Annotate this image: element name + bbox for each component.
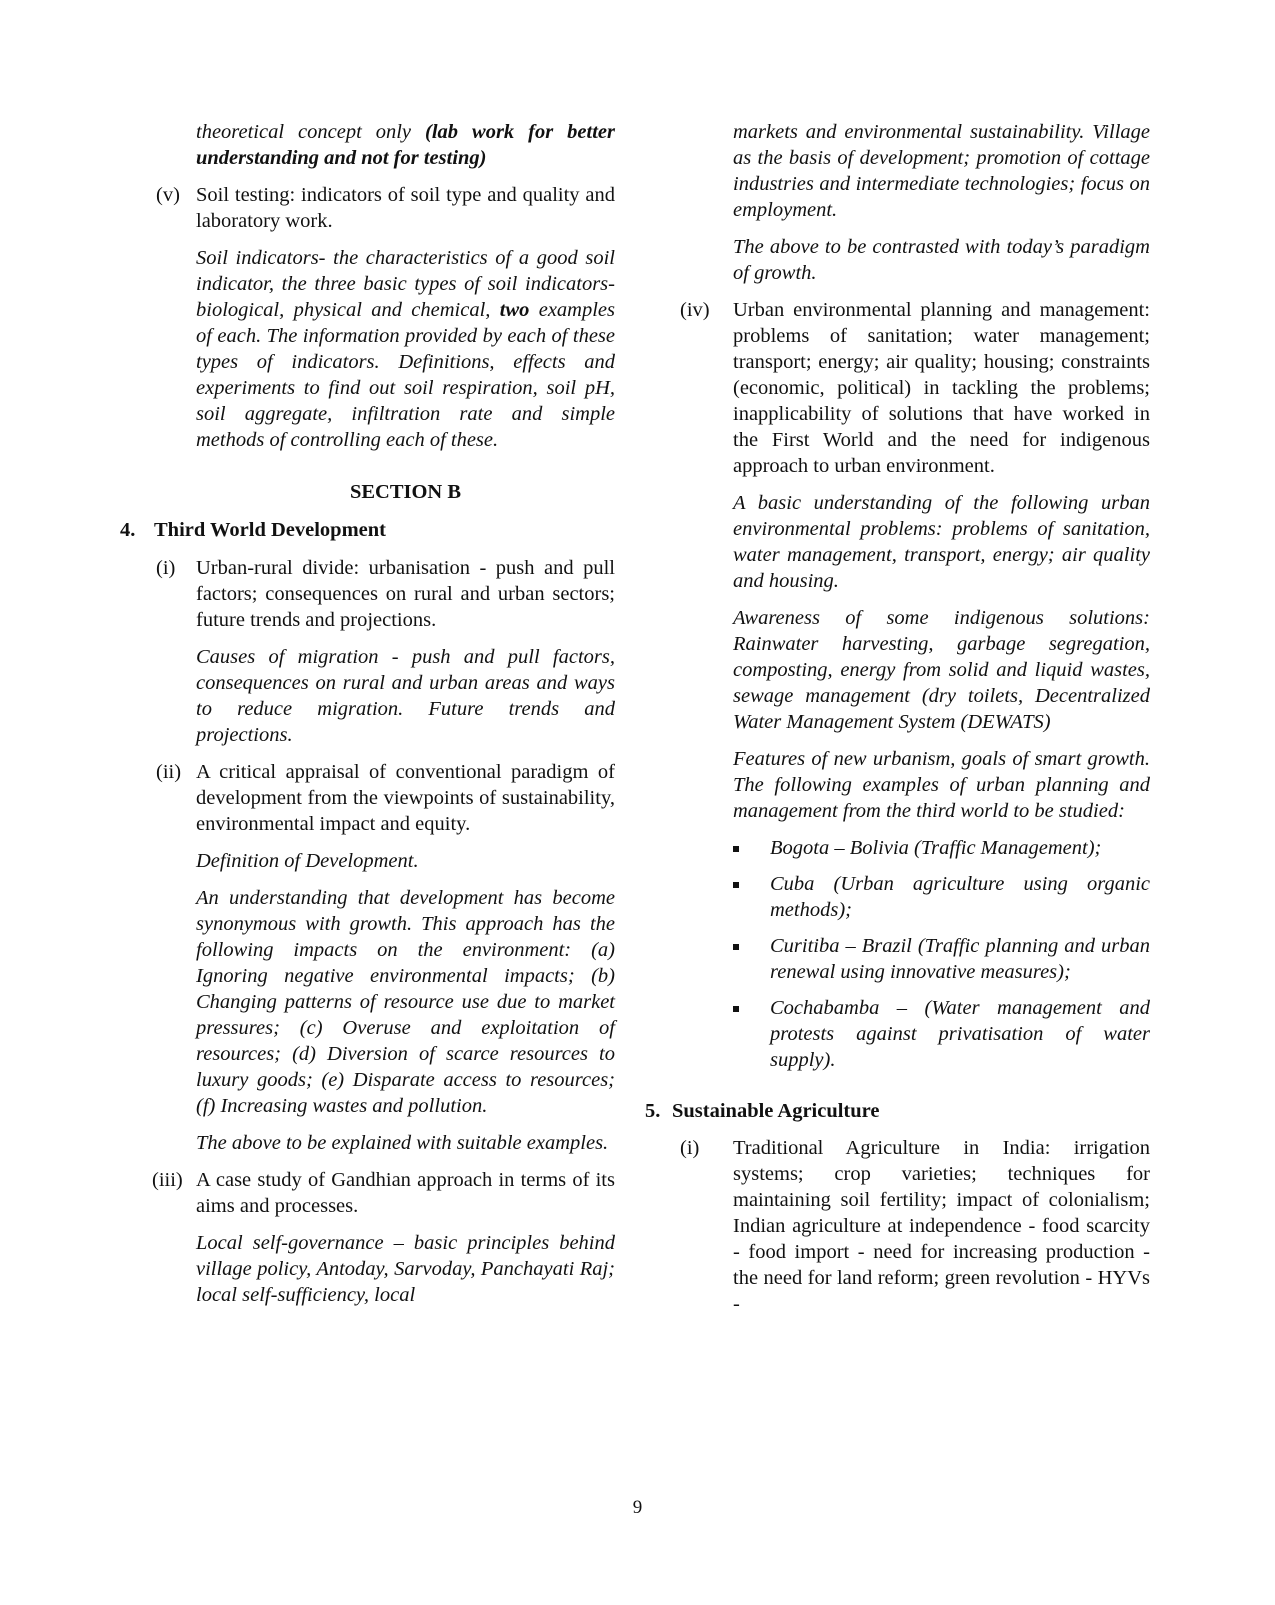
list-item [733,835,1150,861]
soil-text-a: Soil indicators- the characteristics of a good soil indicator, the three basic types of soil indicators- biological, physical and chemical, [196,247,615,321]
topic-4-heading [120,517,615,543]
local-governance-paragraph: Local self-governance – basic principles behind village policy, Antoday, Sarvoday, Panchayati Raj; local self-sufficiency, local [196,1232,615,1306]
topic-number: 5. [645,1100,661,1122]
left-column [120,119,615,1319]
item-number: (iv) [680,299,710,321]
list-item [733,933,1150,985]
list-item-text: Cochabamba – (Water management and protests against privatisation of water supply). [770,997,1150,1071]
topic-number: 4. [120,519,136,541]
bullet-square-icon [733,846,739,852]
soil-text-b: examples of each. The information provided by each of these types of indicators. Definitions, effects and experiments to find out soil respiration, soil pH, soil aggregate, infiltration rate and simple methods of controlling each of these. [196,299,615,451]
bullet-square-icon [733,944,739,950]
item-ii-critical-appraisal [120,759,615,837]
item-iii-gandhian [120,1167,615,1219]
list-item-text: Curitiba – Brazil (Traffic planning and urban renewal using innovative measures); [770,935,1150,983]
item-number: (iii) [152,1169,183,1191]
examples-paragraph: The above to be explained with suitable examples. [196,1132,609,1154]
list-item-text: Cuba (Urban agriculture using organic methods); [770,873,1150,921]
item-text: A critical appraisal of conventional paradigm of development from the viewpoints of sustainability, environmental impact and equity. [196,761,615,835]
markets-paragraph: markets and environmental sustainability. Village as the basis of development; promotion of cottage industries and intermediate technologies; focus on employment. [733,121,1150,221]
item-v-soil-testing [120,182,615,234]
theory-note-italic: theoretical concept only [196,121,426,143]
understanding-paragraph: An understanding that development has become synonymous with growth. This approach has the following impacts on the environment: (a) Ignoring negative environmental impacts; (b) Changing patterns of resource use due to market pressures; (c) Overuse and exploitation of resources; (d) Diversion of scarce resources to luxury goods; (e) Disparate access to resources; (f) Increasing wastes and pollution. [196,887,615,1117]
item-text: A case study of Gandhian approach in terms of its aims and processes. [196,1169,615,1217]
soil-indicators-paragraph [196,245,615,453]
item-iv-urban-planning [655,297,1150,479]
contrast-paragraph: The above to be contrasted with today’s paradigm of growth. [733,236,1150,284]
theory-note [196,119,615,171]
city-examples-list [733,835,1150,1073]
item-text: Urban environmental planning and management: problems of sanitation; water management; transport; energy; air quality; housing; constraints (economic, political) in tackling the problems; inapplicability of solutions that have worked in the First World and the need for indigenous approach to urban environment. [733,299,1150,477]
item-i-urban-rural [120,555,615,633]
topic-5-heading [645,1098,1150,1124]
topic-title: Third World Development [154,519,386,541]
list-item [733,995,1150,1073]
basic-understanding-paragraph: A basic understanding of the following urban environmental problems: problems of sanitation, water management, transport, energy; air quality and housing. [733,492,1150,592]
list-item [733,871,1150,923]
right-column [645,119,1150,1328]
item-number: (i) [680,1137,700,1159]
theory-note-bold: (lab work for better understanding and not for testing) [196,121,615,169]
topic-title: Sustainable Agriculture [672,1100,880,1122]
item-i-traditional-agriculture [655,1135,1150,1317]
item-number: (i) [156,557,176,579]
bullet-square-icon [733,882,739,888]
item-number: (ii) [156,761,182,783]
bullet-square-icon [733,1006,739,1012]
item-text: Urban-rural divide: urbanisation - push and pull factors; consequences on rural and urban sectors; future trends and projections. [196,557,615,631]
item-text: Soil testing: indicators of soil type and quality and laboratory work. [196,184,615,232]
migration-paragraph: Causes of migration - push and pull factors, consequences on rural and urban areas and ways to reduce migration. Future trends and projections. [196,646,615,746]
soil-text-bold: two [499,299,530,321]
item-number: (v) [156,184,180,206]
section-b-heading: SECTION B [349,481,462,503]
item-text: Traditional Agriculture in India: irrigation systems; crop varieties; techniques for maintaining soil fertility; impact of colonialism; Indian agriculture at independence - food scarcity - food import - need for increasing production - the need for land reform; green revolution - HYVs - [733,1137,1150,1315]
features-paragraph: Features of new urbanism, goals of smart growth. The following examples of urban planning and management from the third world to be studied: [733,748,1150,822]
awareness-paragraph: Awareness of some indigenous solutions: Rainwater harvesting, garbage segregation, composting, energy from solid and liquid wastes, sewage management (dry toilets, Decentralized Water Management System (DEWATS) [733,607,1150,733]
definition-paragraph: Definition of Development. [196,850,419,872]
list-item-text: Bogota – Bolivia (Traffic Management); [770,837,1102,859]
page-number: 9 [632,1497,643,1518]
